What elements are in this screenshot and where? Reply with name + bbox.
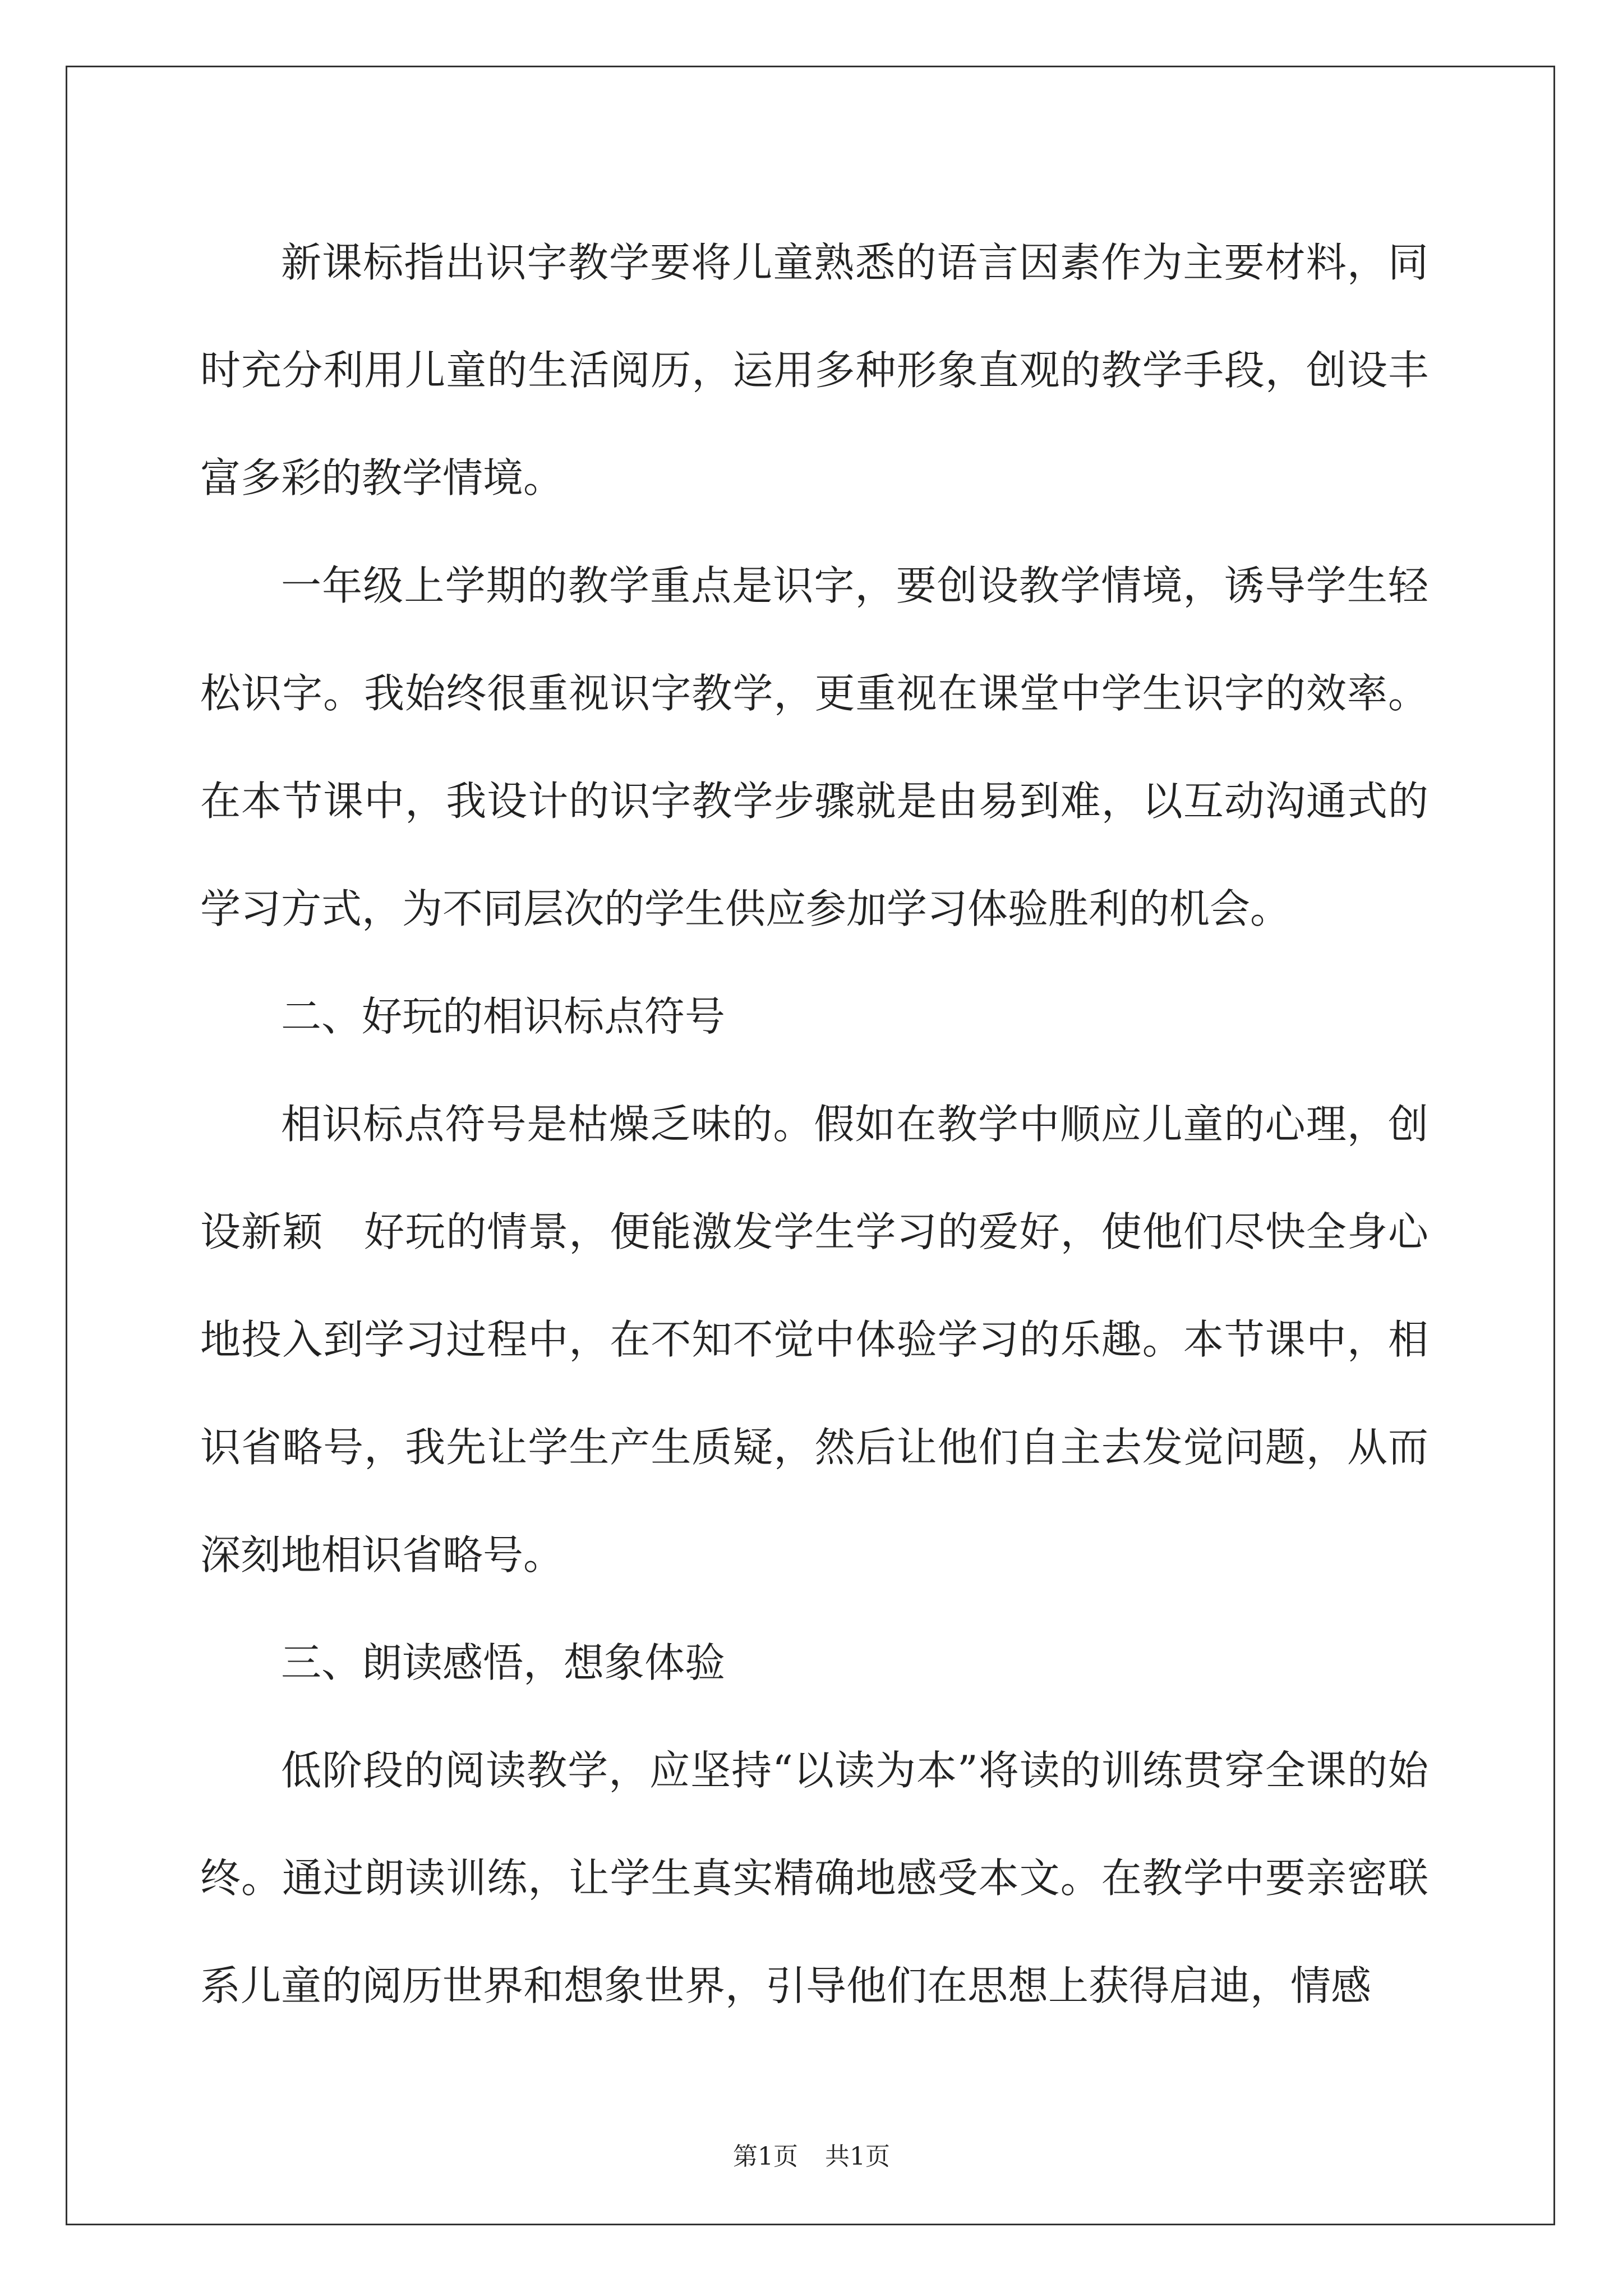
- paragraph: 一年级上学期的教学重点是识字，要创设教学情境，诱导学生轻松识字。我始终很重视识字教学，更重视在课堂中学生识字的效率。在本节课中，我设计的识字教学步骤就是由易到难，以互动沟通式的学习方式，为不同层次的学生供应参加学习体验胜利的机会。: [200, 562, 1428, 932]
- section-heading: 三、朗读感悟，想象体验: [281, 1639, 726, 1686]
- paragraph: 新课标指出识字教学要将儿童熟悉的语言因素作为主要材料，同时充分利用儿童的生活阅历，运用多种形象直观的教学手段，创设丰富多彩的教学情境。: [200, 239, 1428, 501]
- section-heading: 二、好玩的相识标点符号: [281, 993, 726, 1040]
- page-footer: [0, 2140, 1623, 2174]
- paragraph: 相识标点符号是枯燥乏味的。假如在教学中顺应儿童的心理，创设新颖 好玩的情景，便能激发学生学习的爱好，使他们尽快全身心地投入到学习过程中，在不知不觉中体验学习的乐趣。本节课中，相识省略号，我先让学生产生质疑，然后让他们自主去发觉问题，从而深刻地相识省略号。: [200, 1101, 1428, 1579]
- page-total: 共1页: [825, 2142, 890, 2171]
- document-body: [200, 209, 1428, 2040]
- page-number: 第1页: [733, 2142, 798, 2171]
- paragraph: 低阶段的阅读教学，应坚持“以读为本”将读的训练贯穿全课的始终。通过朗读训练，让学生真实精确地感受本文。在教学中要亲密联系儿童的阅历世界和想象世界，引导他们在思想上获得启迪，情感: [200, 1747, 1428, 2009]
